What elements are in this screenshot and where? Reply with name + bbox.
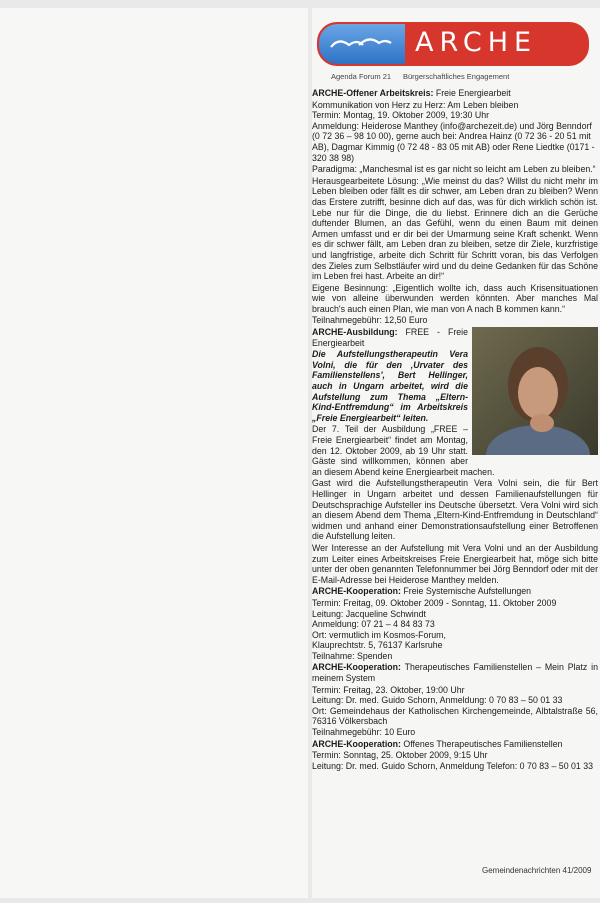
page-footer: Gemeindenachrichten 41/2009 — [482, 866, 592, 875]
section-heading: ARCHE-Kooperation: Therapeutisches Familienstellen – Mein Platz in meinem System — [312, 662, 598, 684]
article-body — [312, 88, 598, 772]
article-column — [312, 8, 600, 898]
paradigma-text: Paradigma: „Manchesmal ist es gar nicht so leicht am Leben zu bleiben.“ — [312, 164, 596, 175]
logo-birds-panel — [319, 24, 405, 64]
event-details: Kommunikation von Herz zu Herz: Am Leben bleiben Termin: Montag, 19. Oktober 2009, 19:30 Uhr Anmeldung: Heiderose Manthey (info@archezeit.de) und Jörg Benndorf (0 72 36 – 98 10 00), gerne auch bei: Andrea Hainz (0 72 36 - 20 51 mit AB), Dagmar Kimmig (0 72 48 - 83 05 mit AB) oder Rene Liedtke (0171 - 320 38 98) — [312, 99, 595, 163]
ausbildung-paragraph: Gast wird die Aufstellungstherapeutin Vera Volni sein, die für Bert Hellinger in Ungarn arbeitet und dessen Familienaufstellungen für Deutschsprachige Aufsteller ins Deutsche übersetzt. Vera Volni wird sich an diesem Abend dem Thema „Eltern-Kind-Entfremdung in Deutschland“ widmen und anhand einer Demonstrationsaufstellung einer Betroffenen die Aufstellung leiten. — [312, 478, 598, 542]
besinnung-text: Eigene Besinnung: „Eigentlich wollte ich, dass auch Krisensituationen wie von alleine überwunden werden könnten. Aber manches Mal brauch's auch einen Plan, wie man von A nach B kommen kann.“ — [312, 282, 598, 314]
ausbildung-paragraph: Wer Interesse an der Aufstellung mit Vera Volni und an der Ausbildung zum Leiter eines Arbeitskreises Freie Energiearbeit hat, möge sich bitte unter der oben genannten Telefonnummer bei Jörg Benndorf oder mit der E-Mail-Adresse bei Heiderose Manthey melden. — [312, 542, 598, 585]
section-heading: ARCHE-Kooperation: Offenes Therapeutisches Familienstellen — [312, 738, 563, 749]
ausbildung-paragraph: Der 7. Teil der Ausbildung „FREE – Freie Energiearbeit“ findet am Montag, den 12. Oktober 2009, ab 19 Uhr statt. Gäste sind willkommen, können aber an diesem Abend keine Energiearbeit machen. — [312, 424, 495, 477]
birds-icon — [329, 33, 395, 55]
section-heading: ARCHE-Kooperation: Freie Systemische Aufstellungen — [312, 586, 532, 597]
event-details: Termin: Freitag, 23. Oktober, 19:00 Uhr Leitung: Dr. med. Guido Schorn, Anmeldung: 0 70 83 – 50 01 33 Ort: Gemeindehaus der Katholischen Kirchengemeinde, Albtalstraße 56, 76316 Völkersbach Teilnahmegebühr: 10 Euro — [312, 684, 598, 738]
section-heading: ARCHE-Ausbildung: FREE - Freie Energiearbeit — [312, 327, 468, 348]
event-details: Termin: Sonntag, 25. Oktober 2009, 9:15 Uhr Leitung: Dr. med. Guido Schorn, Anmeldung Telefon: 0 70 83 – 50 01 33 — [312, 750, 594, 771]
tagline-right: Bürgerschaftliches Engagement — [403, 72, 510, 81]
portrait-photo — [472, 327, 598, 455]
blank-left-page — [0, 8, 308, 898]
tagline-left: Agenda Forum 21 — [331, 72, 392, 81]
ausbildung-intro: Die Aufstellungstherapeutin Vera Volni, die für den ‚Urvater des Familienstellens', Bert Hellinger, auch in Ungarn arbeitet, wird die Aufstellung zum Thema „Eltern-Kind-Entfremdung“ im Arbeitskreis „Freie Energiearbeit“ leiten. — [312, 349, 468, 423]
fee-text: Teilnahmegebühr: 12,50 Euro — [312, 315, 428, 326]
section-heading: ARCHE-Offener Arbeitskreis: Freie Energiearbeit — [312, 88, 511, 98]
event-details: Termin: Freitag, 09. Oktober 2009 - Sonntag, 11. Oktober 2009 Leitung: Jacqueline Schwindt Anmeldung: 07 21 – 4 84 83 73 Ort: vermutlich im Kosmos-Forum, Klauprechtstr. 5, 76137 Karlsruhe Teilnahme: Spenden — [312, 597, 557, 661]
logo-wordmark: ARCHE — [415, 27, 538, 58]
arche-logo — [317, 22, 589, 66]
loesung-text: Herausgearbeitete Lösung: „Wie meinst du das? Willst du nicht mehr im Leben bleiben oder fällt es dir schwer, am Leben dran zu bleiben? Wenn das Erstere zutrifft, besinne dich auf das, was für dich wirklich schön ist. Lebe nur für die Dinge, die du liebst. Erinnere dich an die Gerüche duftender Blumen, an das Gefühl, wenn du einen Baum mit deinen Armen umfasst und er dir bei der Umarmung seine Kraft schenkt. Wenn es dir schwer fällt, am Leben dran zu bleiben, setze dir Ziele, kurzfristige und langfristige, arbeite dich Schritt für Schritt voran, bis das Verfolgen des Zieles zum Selbstläufer wird und du deine Gedanken für das Schöne im Leben frei hast. Arbeite an dir!“ — [312, 175, 598, 282]
ausbildung-block — [312, 327, 598, 423]
